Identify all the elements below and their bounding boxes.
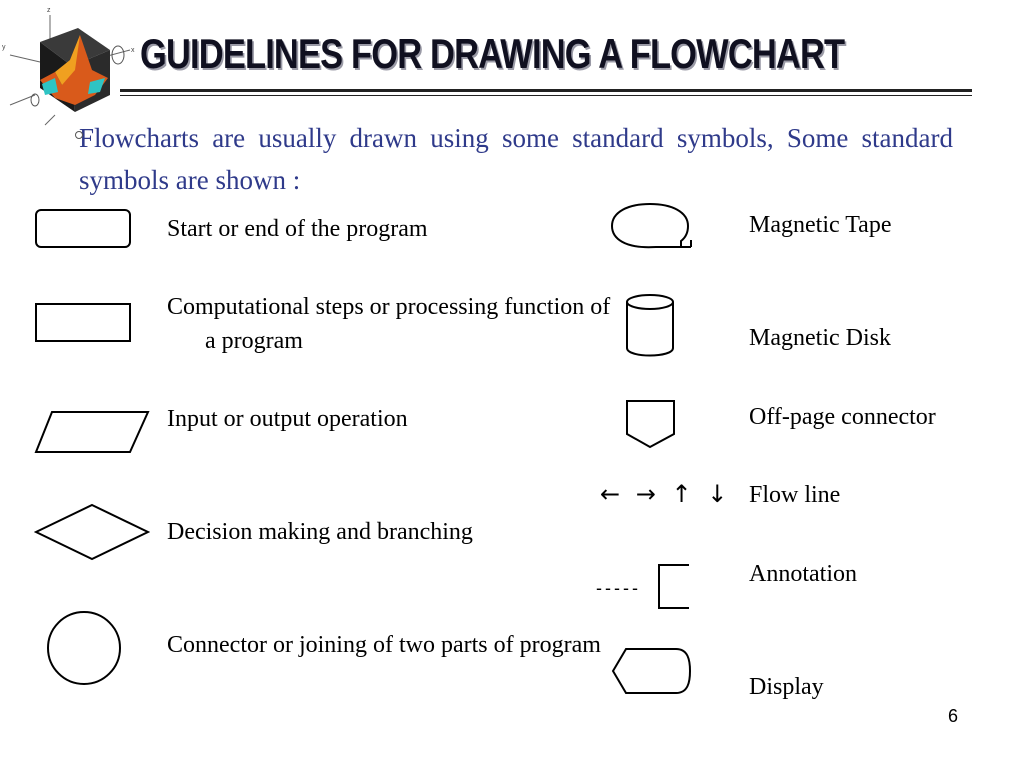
label-off-page-connector: Off-page connector xyxy=(749,404,936,430)
annotation-bracket-icon xyxy=(655,562,691,612)
axis-label-y: y xyxy=(2,44,6,51)
page-number: 6 xyxy=(948,706,959,726)
label-connector: Connector or joining of two parts of program xyxy=(167,632,601,658)
diamond-icon xyxy=(34,503,150,561)
rounded-rectangle-icon xyxy=(34,208,132,250)
cylinder-icon xyxy=(623,292,679,358)
label-processing: Computational steps or processing function of a program xyxy=(167,294,611,354)
magnetic-tape-icon xyxy=(608,200,694,252)
label-decision: Decision making and branching xyxy=(167,519,473,545)
parallelogram-icon xyxy=(34,410,150,456)
rectangle-icon xyxy=(34,302,132,344)
axis-label-z: z xyxy=(47,7,51,14)
label-magnetic-disk: Magnetic Disk xyxy=(749,325,891,351)
intro-text: Flowcharts are usually drawn using some standard symbols, Some standard symbols are shown : xyxy=(79,117,953,201)
annotation-dashes: - - - - - xyxy=(596,578,637,598)
circle-icon xyxy=(44,608,124,688)
title-underline-thin xyxy=(120,95,972,96)
axis-label-x: x xyxy=(131,47,135,54)
flow-line-arrows-icon: ← → ↑ ↓ xyxy=(600,480,732,508)
label-start-end: Start or end of the program xyxy=(167,216,428,242)
label-flow-line: Flow line xyxy=(749,482,841,508)
label-display: Display xyxy=(749,674,824,700)
label-annotation: Annotation xyxy=(749,561,857,587)
slide-title: GUIDELINES FOR DRAWING A FLOWCHART xyxy=(140,30,845,77)
off-page-connector-icon xyxy=(624,398,678,450)
label-input-output: Input or output operation xyxy=(167,406,408,432)
matlab-logo-icon xyxy=(0,0,140,130)
display-hexagon-icon xyxy=(610,646,692,696)
title-underline xyxy=(120,89,972,92)
label-magnetic-tape: Magnetic Tape xyxy=(749,212,892,238)
